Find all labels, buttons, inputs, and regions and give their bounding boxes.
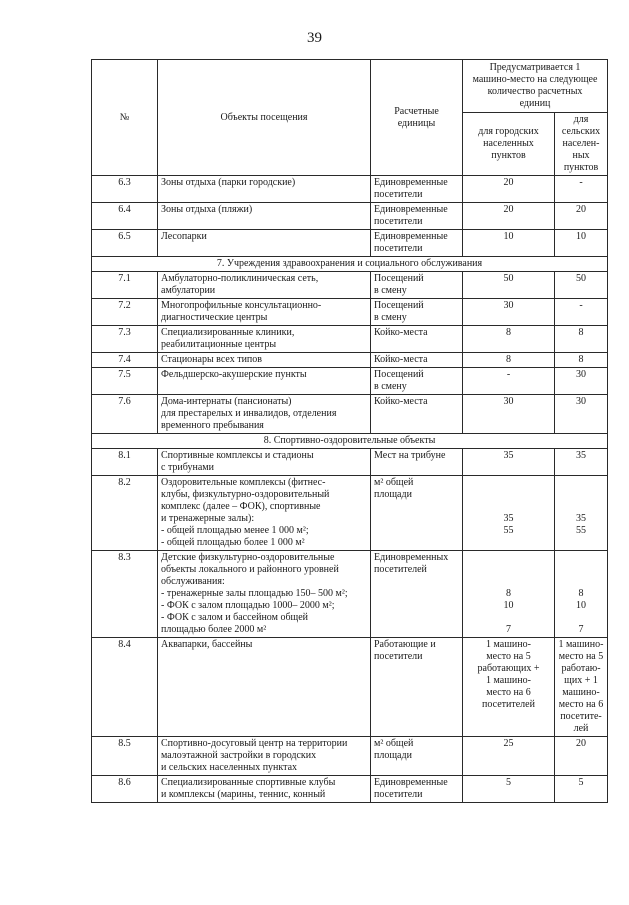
urban-value-line: 1 машино- bbox=[486, 675, 531, 686]
section-row bbox=[92, 257, 608, 272]
table-row bbox=[92, 638, 608, 737]
units-line: посетители bbox=[374, 216, 423, 227]
object-name-line: Детские физкультурно-оздоровительные bbox=[161, 552, 335, 563]
object-name bbox=[158, 368, 371, 395]
object-name-line: - тренажерные залы площадью 150– 500 м²; bbox=[161, 588, 348, 599]
rural-value-line: 35 bbox=[576, 513, 586, 524]
rural-value-line: 10 bbox=[576, 600, 586, 611]
header-line: населен- bbox=[562, 138, 600, 149]
units bbox=[371, 449, 463, 476]
table-row bbox=[92, 476, 608, 551]
row-number: 8.2 bbox=[92, 476, 158, 551]
object-name-line: объекты локального и районного уровней bbox=[161, 564, 339, 575]
units bbox=[371, 368, 463, 395]
rural-value-line: место на 5 bbox=[558, 651, 604, 662]
units bbox=[371, 776, 463, 803]
units bbox=[371, 230, 463, 257]
row-number: 7.2 bbox=[92, 299, 158, 326]
object-name-line: Оздоровительные комплексы (фитнес- bbox=[161, 477, 326, 488]
urban-value-line: 35 bbox=[503, 513, 514, 524]
units-line: в смену bbox=[374, 312, 407, 323]
urban-value bbox=[463, 476, 555, 551]
rural-value-line: 20 bbox=[576, 204, 586, 215]
urban-value-line: 20 bbox=[503, 204, 514, 215]
row-number: 7.3 bbox=[92, 326, 158, 353]
urban-value-line: 8 bbox=[506, 327, 511, 338]
units bbox=[371, 326, 463, 353]
rural-value bbox=[555, 737, 608, 776]
table-row bbox=[92, 272, 608, 299]
row-number: 6.4 bbox=[92, 203, 158, 230]
object-name-line: малоэтажной застройки в городских bbox=[161, 750, 317, 761]
rural-value bbox=[555, 395, 608, 434]
object-name-line: Специализированные клиники, bbox=[161, 327, 295, 338]
header-number: № bbox=[92, 60, 158, 176]
units-line: Работающие и bbox=[374, 639, 436, 650]
urban-value-line: 10 bbox=[503, 231, 514, 242]
object-name bbox=[158, 176, 371, 203]
table-row bbox=[92, 737, 608, 776]
object-name bbox=[158, 272, 371, 299]
urban-value-line: 8 bbox=[506, 354, 511, 365]
row-number: 7.6 bbox=[92, 395, 158, 434]
urban-value-line: 50 bbox=[503, 273, 514, 284]
object-name-line: комплекс (далее – ФОК), спортивные bbox=[161, 501, 321, 512]
urban-value-line: 35 bbox=[503, 450, 514, 461]
row-number: 7.4 bbox=[92, 353, 158, 368]
header-line: населенных bbox=[483, 138, 534, 149]
rural-value-line: 35 bbox=[576, 450, 586, 461]
row-number: 8.4 bbox=[92, 638, 158, 737]
header-line: сельских bbox=[561, 126, 601, 137]
header-line: Предусматривается 1 bbox=[489, 62, 581, 73]
units-line: м² общей bbox=[374, 738, 414, 749]
units-line: Единовременные bbox=[374, 177, 448, 188]
table-row bbox=[92, 395, 608, 434]
header-object: Объекты посещения bbox=[158, 60, 371, 176]
row-number: 7.1 bbox=[92, 272, 158, 299]
urban-value bbox=[463, 203, 555, 230]
units bbox=[371, 203, 463, 230]
object-name-line: - ФОК с залом и бассейном общей bbox=[161, 612, 309, 623]
rural-value-line: 55 bbox=[576, 525, 586, 536]
row-number: 8.3 bbox=[92, 551, 158, 638]
urban-value bbox=[463, 638, 555, 737]
units-line: в смену bbox=[374, 285, 407, 296]
rural-value-line: 7 bbox=[578, 624, 584, 635]
object-name-line: - общей площадью более 1 000 м² bbox=[161, 537, 305, 548]
rural-value bbox=[555, 551, 608, 638]
units bbox=[371, 353, 463, 368]
units-line: Койко-места bbox=[374, 354, 428, 365]
rural-value bbox=[555, 272, 608, 299]
row-number: 8.1 bbox=[92, 449, 158, 476]
rural-value-line: посетите- bbox=[560, 711, 602, 722]
urban-value bbox=[463, 551, 555, 638]
object-name-line: Аквапарки, бассейны bbox=[161, 639, 253, 650]
header-provision bbox=[463, 60, 608, 113]
rural-value-line: лей bbox=[573, 723, 589, 734]
rural-value bbox=[555, 353, 608, 368]
object-name bbox=[158, 476, 371, 551]
row-number: 6.3 bbox=[92, 176, 158, 203]
urban-value bbox=[463, 176, 555, 203]
table-row bbox=[92, 176, 608, 203]
rural-value bbox=[555, 326, 608, 353]
section-row bbox=[92, 434, 608, 449]
urban-value-line: 1 машино- bbox=[486, 639, 531, 650]
object-name-line: и комплексы (марины, теннис, конный bbox=[161, 789, 326, 800]
object-name-line: и тренажерные залы): bbox=[161, 513, 255, 524]
object-name-line: временного пребывания bbox=[161, 420, 264, 431]
units-line: посетители bbox=[374, 243, 423, 254]
header-line: пунктов bbox=[563, 162, 599, 173]
object-name bbox=[158, 395, 371, 434]
urban-value-line: 20 bbox=[503, 177, 514, 188]
urban-value-line: работающих + bbox=[477, 663, 540, 674]
rural-value bbox=[555, 476, 608, 551]
units-line: Мест на трибуне bbox=[374, 450, 446, 461]
header-line: машино-место на следующее bbox=[472, 74, 598, 85]
header-line: для городских bbox=[478, 126, 539, 137]
object-name-line: клубы, физкультурно-оздоровительный bbox=[161, 489, 330, 500]
urban-value-line: 10 bbox=[503, 600, 514, 611]
units-line: посетители bbox=[374, 189, 423, 200]
section-title: 8. Спортивно-оздоровительные объекты bbox=[92, 434, 608, 449]
urban-value bbox=[463, 776, 555, 803]
table-row bbox=[92, 230, 608, 257]
header-line: единиц bbox=[519, 98, 551, 109]
object-name bbox=[158, 737, 371, 776]
object-name-line: Дома-интернаты (пансионаты) bbox=[161, 396, 292, 407]
header-urban bbox=[463, 113, 555, 176]
rural-value-line: 10 bbox=[576, 231, 586, 242]
units-line: посетители bbox=[374, 789, 423, 800]
units-line: Единовременные bbox=[374, 231, 448, 242]
urban-value bbox=[463, 737, 555, 776]
object-name-line: Фельдшерско-акушерские пункты bbox=[161, 369, 307, 380]
table-row bbox=[92, 776, 608, 803]
page-number: 39 bbox=[307, 30, 322, 46]
units-line: Посещений bbox=[374, 369, 424, 380]
object-name-line: Амбулаторно-поликлиническая сеть, bbox=[161, 273, 319, 284]
table-row bbox=[92, 299, 608, 326]
units-line: Единовременных bbox=[374, 552, 449, 563]
table-row bbox=[92, 368, 608, 395]
rural-value-line: щих + 1 bbox=[564, 675, 598, 686]
units-line: в смену bbox=[374, 381, 407, 392]
urban-value-line: 55 bbox=[503, 525, 514, 536]
object-name bbox=[158, 326, 371, 353]
object-name-line: - общей площадью менее 1 000 м²; bbox=[161, 525, 309, 536]
rural-value-line: 8 bbox=[578, 354, 584, 365]
urban-value-line: место на 6 bbox=[486, 687, 531, 698]
rural-value-line: место на 6 bbox=[558, 699, 604, 710]
table-row bbox=[92, 353, 608, 368]
object-name-line: Зоны отдыха (пляжи) bbox=[161, 204, 253, 215]
urban-value-line: 25 bbox=[503, 738, 514, 749]
object-name bbox=[158, 638, 371, 737]
object-name-line: амбулатории bbox=[161, 285, 216, 296]
object-name-line: Зоны отдыха (парки городские) bbox=[161, 177, 296, 188]
urban-value bbox=[463, 353, 555, 368]
units-line: Посещений bbox=[374, 273, 424, 284]
rural-value-line: машино- bbox=[562, 687, 600, 698]
object-name bbox=[158, 449, 371, 476]
units bbox=[371, 176, 463, 203]
header-line: единицы bbox=[397, 117, 436, 129]
table-row bbox=[92, 203, 608, 230]
object-name-line: площадью более 2000 м² bbox=[161, 624, 267, 635]
urban-value bbox=[463, 272, 555, 299]
header-rural bbox=[555, 113, 608, 176]
object-name-line: и сельских населенных пунктах bbox=[161, 762, 298, 773]
row-number: 8.6 bbox=[92, 776, 158, 803]
object-name bbox=[158, 551, 371, 638]
rural-value-line: 1 машино- bbox=[558, 639, 604, 650]
object-name bbox=[158, 776, 371, 803]
rural-value-line: 5 bbox=[578, 777, 584, 788]
units-line: Посещений bbox=[374, 300, 424, 311]
units-line: посетители bbox=[374, 651, 423, 662]
object-name bbox=[158, 353, 371, 368]
rural-value bbox=[555, 176, 608, 203]
urban-value bbox=[463, 299, 555, 326]
units-line: Единовременные bbox=[374, 204, 448, 215]
units-line: посетителей bbox=[374, 564, 427, 575]
urban-value bbox=[463, 326, 555, 353]
row-number: 6.5 bbox=[92, 230, 158, 257]
object-name-line: диагностические центры bbox=[161, 312, 268, 323]
object-name-line: реабилитационные центры bbox=[161, 339, 277, 350]
header-line: ных bbox=[572, 150, 590, 161]
urban-value-line: - bbox=[506, 369, 511, 380]
object-name-line: Спортивно-досуговый центр на территории bbox=[161, 738, 348, 749]
object-name-line: Многопрофильные консультационно- bbox=[161, 300, 322, 311]
section-title: 7. Учреждения здравоохранения и социального обслуживания bbox=[92, 257, 608, 272]
urban-value-line: место на 5 bbox=[486, 651, 531, 662]
rural-value bbox=[555, 368, 608, 395]
header-line: Расчетные bbox=[394, 105, 439, 117]
urban-value bbox=[463, 230, 555, 257]
rural-value-line: 8 bbox=[578, 327, 584, 338]
row-number: 8.5 bbox=[92, 737, 158, 776]
row-number: 7.5 bbox=[92, 368, 158, 395]
object-name bbox=[158, 299, 371, 326]
rural-value-line: - bbox=[579, 300, 583, 311]
object-name-line: - ФОК с залом площадью 1000– 2000 м²; bbox=[161, 600, 335, 611]
header-line: количество расчетных bbox=[487, 86, 583, 97]
units bbox=[371, 476, 463, 551]
table-body bbox=[92, 176, 608, 803]
rural-value-line: работаю- bbox=[561, 663, 601, 674]
rural-value bbox=[555, 203, 608, 230]
rural-value bbox=[555, 638, 608, 737]
rural-value-line: 30 bbox=[576, 396, 586, 407]
object-name-line: обслуживания: bbox=[161, 576, 225, 587]
urban-value-line: 30 bbox=[503, 300, 514, 311]
urban-value-line: 30 bbox=[503, 396, 514, 407]
units-line: площади bbox=[374, 489, 412, 500]
rural-value-line: 20 bbox=[576, 738, 586, 749]
rural-value bbox=[555, 449, 608, 476]
header-units bbox=[371, 60, 463, 176]
units-line: Единовременные bbox=[374, 777, 448, 788]
object-name-line: Специализированные спортивные клубы bbox=[161, 777, 336, 788]
units bbox=[371, 551, 463, 638]
rural-value-line: 50 bbox=[576, 273, 586, 284]
urban-value bbox=[463, 368, 555, 395]
units-line: м² общей bbox=[374, 477, 414, 488]
units bbox=[371, 272, 463, 299]
table-row bbox=[92, 551, 608, 638]
units-line: площади bbox=[374, 750, 412, 761]
units-line: Койко-места bbox=[374, 396, 428, 407]
object-name-line: Спортивные комплексы и стадионы bbox=[161, 450, 314, 461]
units bbox=[371, 395, 463, 434]
urban-value-line: 5 bbox=[506, 777, 511, 788]
units bbox=[371, 638, 463, 737]
rural-value-line: - bbox=[579, 177, 583, 188]
urban-value-line: 8 bbox=[506, 588, 511, 599]
urban-value-line: посетителей bbox=[482, 699, 535, 710]
rural-value bbox=[555, 299, 608, 326]
object-name-line: Стационары всех типов bbox=[161, 354, 263, 365]
object-name bbox=[158, 203, 371, 230]
object-name-line: Лесопарки bbox=[161, 231, 207, 242]
urban-value bbox=[463, 449, 555, 476]
object-name-line: для престарелых и инвалидов, отделения bbox=[161, 408, 337, 419]
header-line: для bbox=[573, 114, 589, 125]
table-row bbox=[92, 449, 608, 476]
rural-value-line: 30 bbox=[576, 369, 586, 380]
units bbox=[371, 299, 463, 326]
object-name bbox=[158, 230, 371, 257]
units bbox=[371, 737, 463, 776]
parking-norms-table bbox=[91, 59, 608, 803]
rural-value bbox=[555, 776, 608, 803]
rural-value-line: 8 bbox=[578, 588, 584, 599]
urban-value bbox=[463, 395, 555, 434]
units-line: Койко-места bbox=[374, 327, 428, 338]
object-name-line: с трибунами bbox=[161, 462, 214, 473]
header-line: пунктов bbox=[491, 150, 526, 161]
table-row bbox=[92, 326, 608, 353]
rural-value bbox=[555, 230, 608, 257]
urban-value-line: 7 bbox=[506, 624, 511, 635]
header-row bbox=[92, 60, 608, 113]
